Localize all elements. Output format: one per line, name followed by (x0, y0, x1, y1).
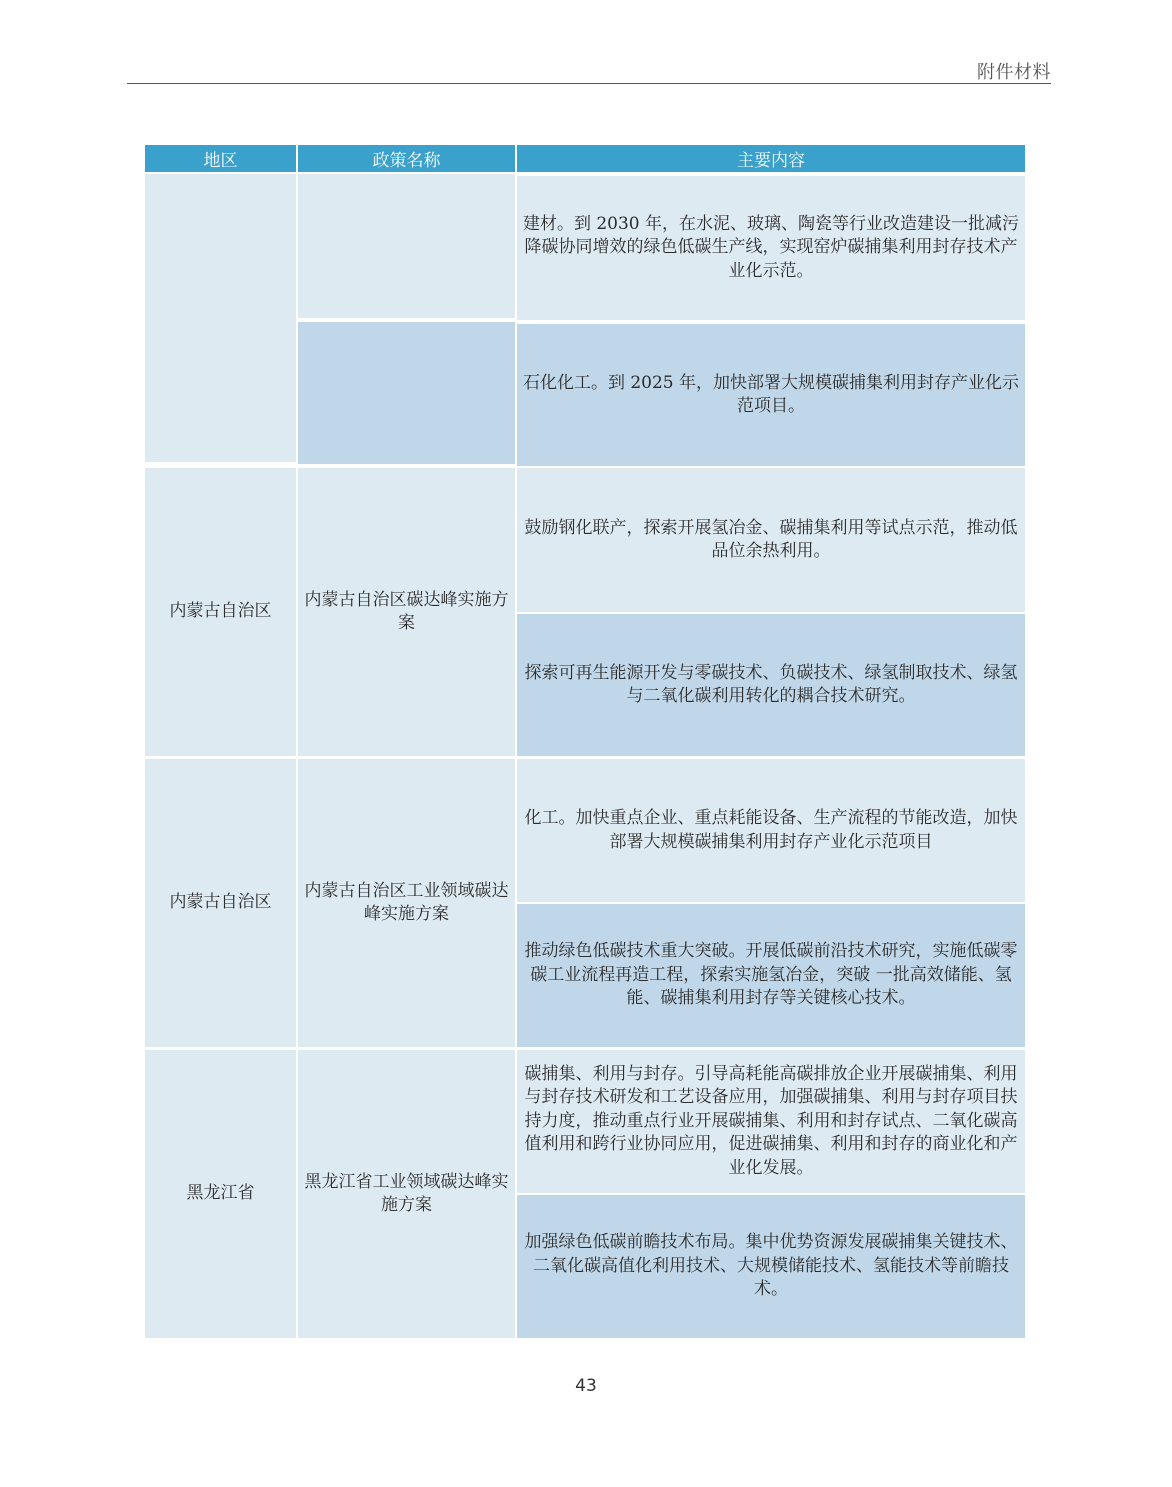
content-cell: 探索可再生能源开发与零碳技术、负碳技术、绿氢制取技术、绿氢与二氧化碳利用转化的耦合技术研究。 (517, 614, 1025, 756)
policy-cell: 内蒙古自治区碳达峰实施方案 (298, 468, 515, 756)
policy-cell (298, 174, 515, 318)
region-cell: 内蒙古自治区 (145, 468, 296, 756)
table-header-row (145, 145, 1025, 172)
policy-table (145, 145, 1025, 1338)
running-header (127, 56, 1051, 84)
table-group (145, 174, 1025, 466)
content-cell: 加强绿色低碳前瞻技术布局。集中优势资源发展碳捕集关键技术、二氧化碳高值化利用技术、大规模储能技术、氢能技术等前瞻技术。 (517, 1195, 1025, 1338)
table-group (145, 759, 1025, 1047)
table-group (145, 468, 1025, 756)
table-group (145, 1050, 1025, 1338)
region-cell (145, 174, 296, 462)
content-cell: 碳捕集、利用与封存。引导高耗能高碳排放企业开展碳捕集、利用与封存技术研发和工艺设备应用，加强碳捕集、利用与封存项目扶持力度，推动重点行业开展碳捕集、利用和封存试点、二氧化碳高值利用和跨行业协同应用，促进碳捕集、利用和封存的商业化和产业化发展。 (517, 1050, 1025, 1193)
policy-cell: 黑龙江省工业领域碳达峰实施方案 (298, 1050, 515, 1338)
column-header-policy: 政策名称 (298, 145, 515, 172)
content-cell: 石化化工。到 2025 年，加快部署大规模碳捕集利用封存产业化示范项目。 (517, 324, 1025, 466)
policy-cell: 内蒙古自治区工业领域碳达峰实施方案 (298, 759, 515, 1047)
section-title: 附件材料 (977, 62, 1051, 83)
region-cell: 黑龙江省 (145, 1050, 296, 1338)
content-cell: 鼓励钢化联产，探索开展氢冶金、碳捕集利用等试点示范，推动低品位余热利用。 (517, 468, 1025, 612)
page-number: 43 (575, 1376, 597, 1396)
content-cell: 化工。加快重点企业、重点耗能设备、生产流程的节能改造，加快部署大规模碳捕集利用封存产业化示范项目 (517, 759, 1025, 902)
content-cell: 建材。到 2030 年，在水泥、玻璃、陶瓷等行业改造建设一批减污降碳协同增效的绿色低碳生产线，实现窑炉碳捕集利用封存技术产业化示范。 (517, 176, 1025, 320)
content-cell: 推动绿色低碳技术重大突破。开展低碳前沿技术研究，实施低碳零碳工业流程再造工程，探索实施氢冶金，突破 一批高效储能、氢能、碳捕集利用封存等关键核心技术。 (517, 904, 1025, 1047)
column-header-region: 地区 (145, 145, 296, 172)
column-header-content: 主要内容 (517, 145, 1025, 172)
policy-cell (298, 322, 515, 464)
region-cell: 内蒙古自治区 (145, 759, 296, 1047)
